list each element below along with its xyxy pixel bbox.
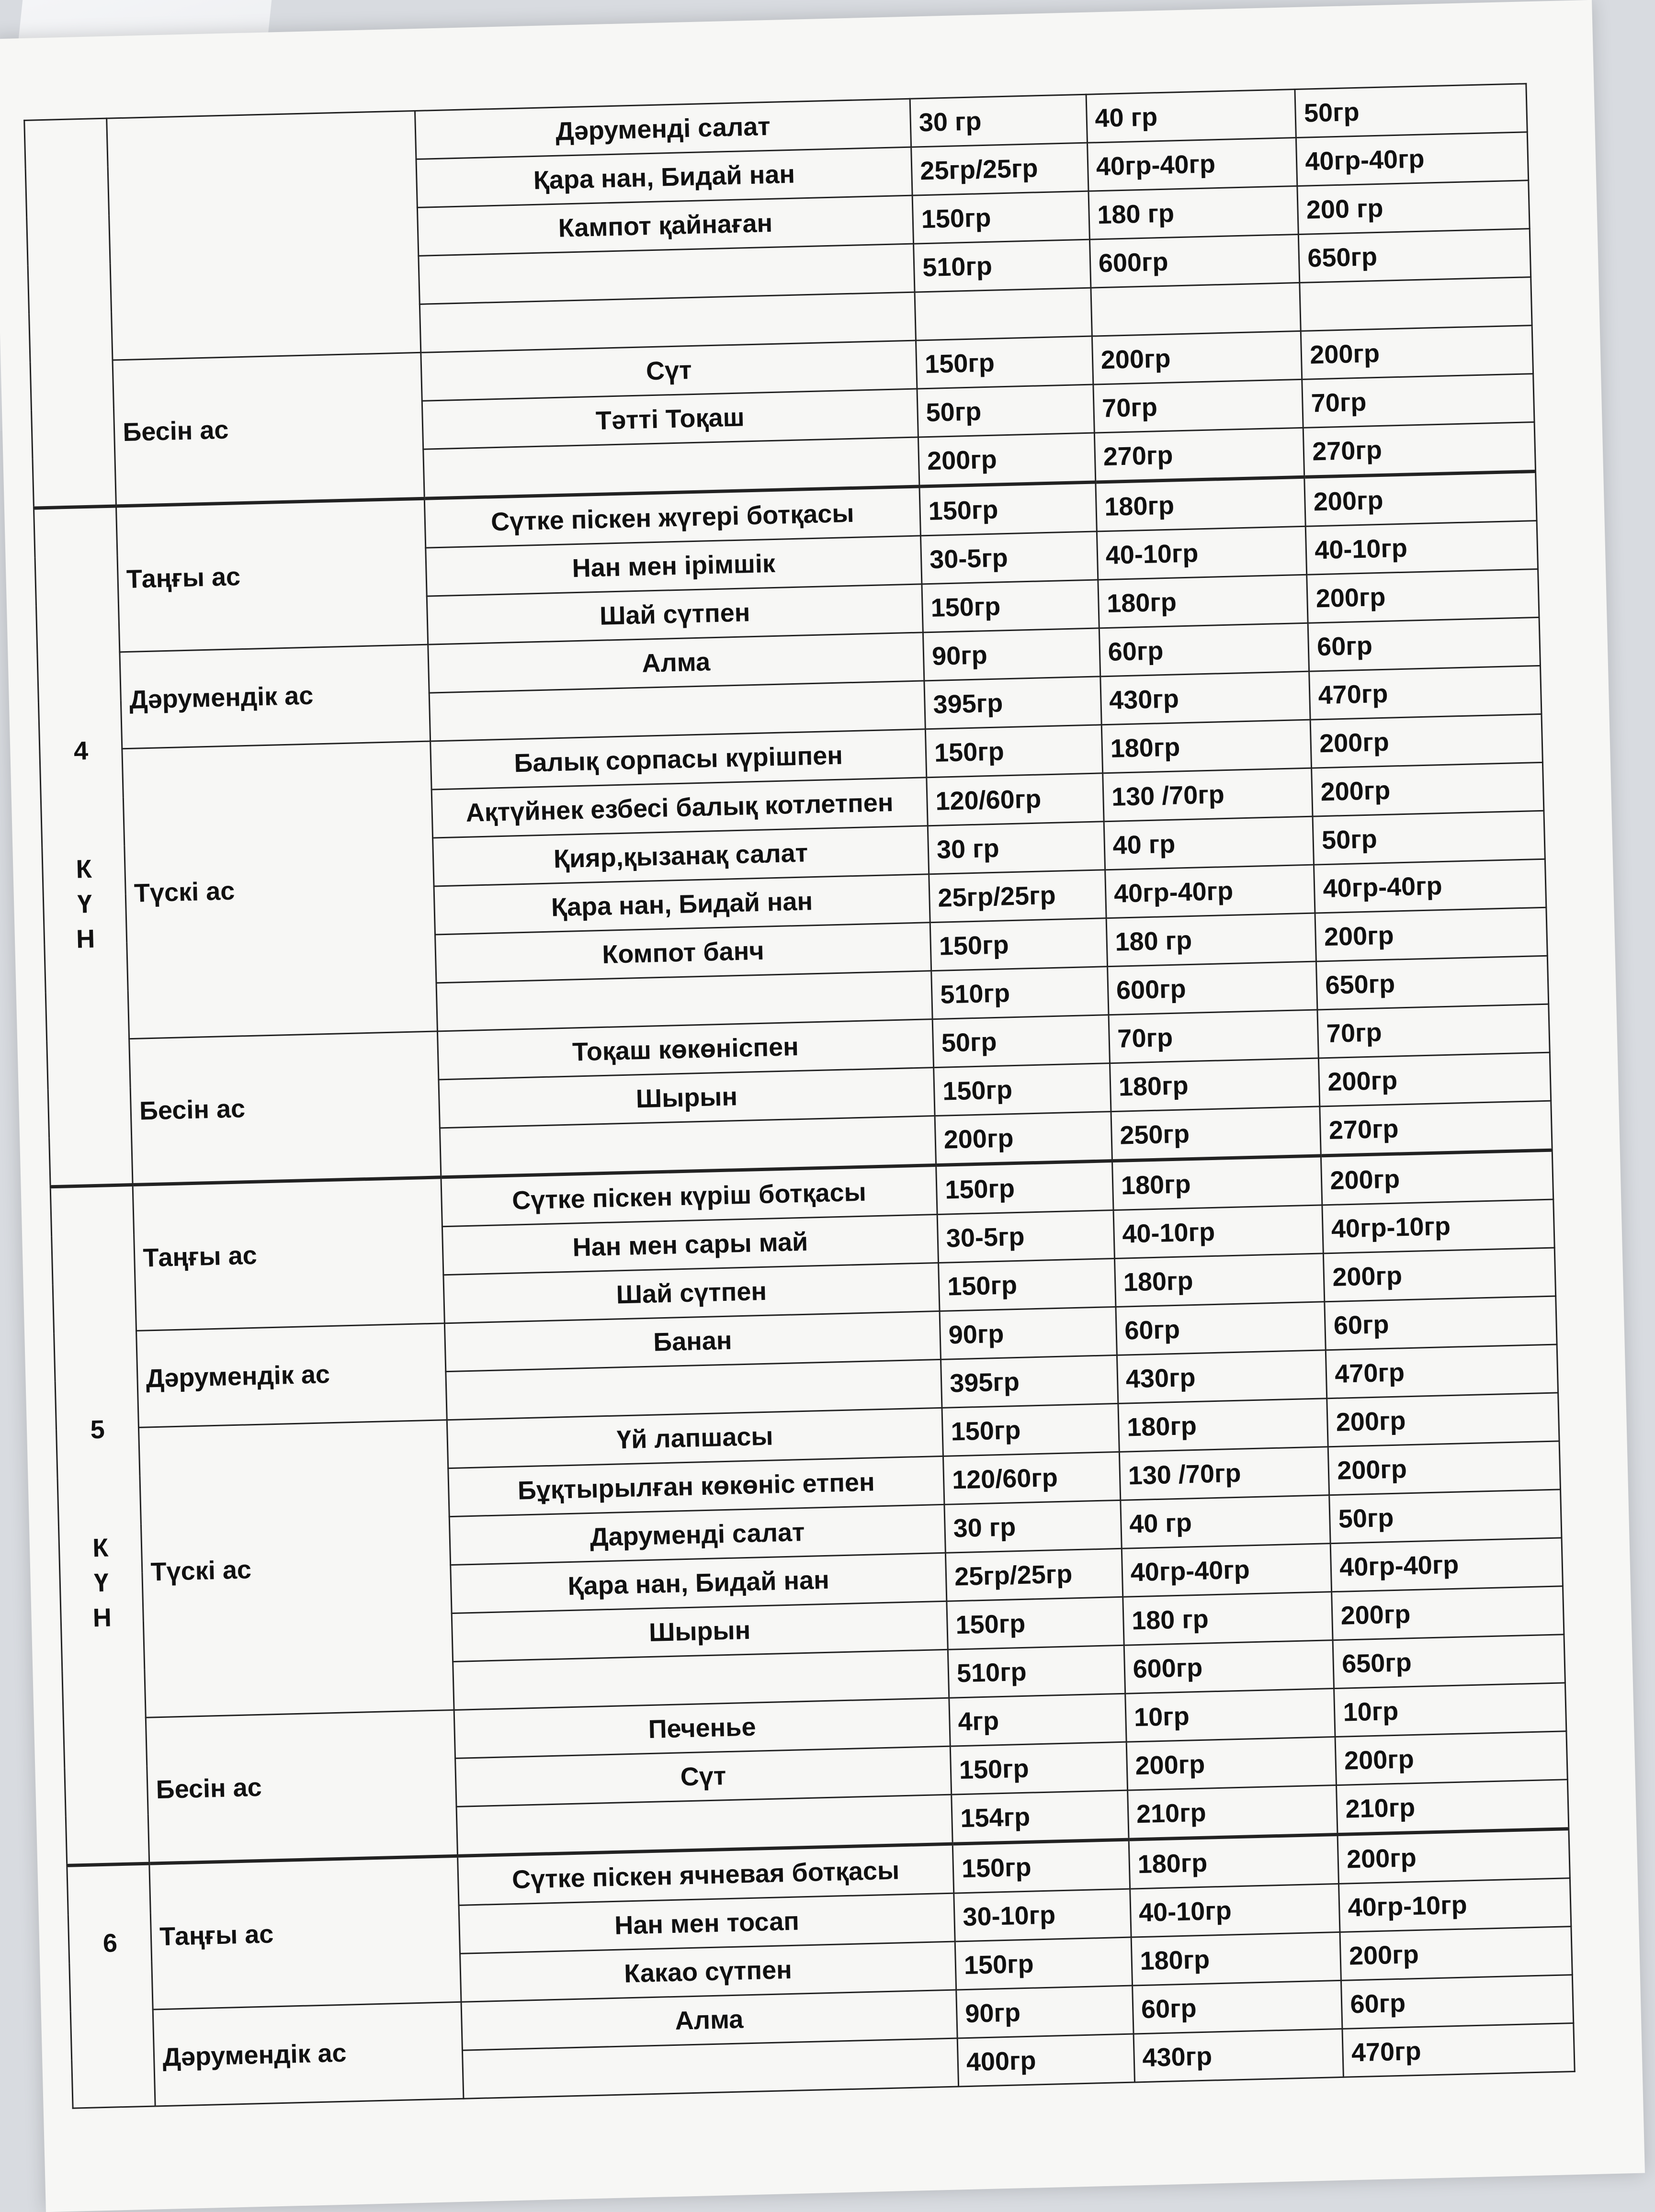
portion-age-group-2: 180 гр [1106,913,1316,967]
day-word-letter: К [75,855,92,884]
portion-age-group-3: 200гр [1340,1927,1572,1981]
meal-label: Дәрумендік ас [153,2002,464,2106]
dish-name: Печенье [454,1698,950,1758]
portion-age-group-3: 200 гр [1297,181,1530,235]
portion-age-group-3: 200гр [1332,1586,1564,1640]
portion-age-group-2: 70гр [1109,1010,1319,1063]
portion-age-group-3: 70гр [1302,374,1534,428]
meal-label: Дәрумендік ас [136,1323,447,1428]
portion-age-group-2: 200гр [1126,1737,1337,1791]
portion-age-group-2: 430гр [1134,2029,1344,2082]
dish-name: Қара нан, Бидай нан [416,147,912,207]
portion-age-group-1: 90гр [923,628,1100,681]
portion-age-group-3: 200гр [1315,907,1547,961]
portion-age-group-3: 50гр [1313,811,1545,865]
dish-name: Тәтті Тоқаш [422,389,918,449]
meal-label: Бесін ас [113,352,424,506]
portion-age-group-3: 650гр [1333,1635,1565,1689]
portion-age-group-3: 40гр-40гр [1331,1538,1563,1592]
portion-age-group-2: 60гр [1132,1980,1342,2034]
portion-age-group-3: 270гр [1320,1101,1552,1156]
meal-label: Таңғы ас [133,1177,444,1331]
portion-age-group-1: 395гр [941,1355,1118,1408]
portion-age-group-3: 40гр-10гр [1339,1878,1571,1932]
dish-name: Шырын [452,1601,948,1661]
dish-name: Сүтке піскен жүгері ботқасы [424,486,920,548]
portion-age-group-1: 30-10гр [954,1889,1131,1941]
portion-age-group-2: 180 гр [1088,186,1299,240]
portion-age-group-3: 470гр [1309,666,1542,720]
meal-label: Түскі ас [122,741,437,1039]
portion-age-group-2: 40 гр [1104,816,1314,870]
portion-age-group-3: 650гр [1316,956,1549,1010]
portion-age-group-2 [1091,282,1301,336]
portion-age-group-1: 150гр [912,191,1089,244]
portion-age-group-1: 30 гр [928,822,1105,874]
portion-age-group-2: 600гр [1124,1640,1334,1694]
portion-age-group-3: 210гр [1337,1780,1569,1835]
portion-age-group-2: 60гр [1099,623,1309,677]
dish-name: Шай сүтпен [443,1263,940,1323]
portion-age-group-1: 150гр [955,1937,1132,1990]
portion-age-group-3: 70гр [1317,1004,1550,1058]
portion-age-group-1: 150гр [952,1840,1130,1893]
portion-age-group-1: 510гр [948,1645,1125,1698]
portion-age-group-1: 150гр [950,1742,1127,1794]
portion-age-group-3: 50гр [1295,84,1527,138]
meal-label: Дәрумендік ас [120,644,430,749]
portion-age-group-1: 150гр [922,580,1099,632]
day-word-letter: Ү [93,1568,109,1598]
portion-age-group-2: 10гр [1125,1689,1335,1742]
dish-name: Қара нан, Бидай нан [451,1553,947,1613]
meal-label: Бесін ас [129,1031,441,1185]
portion-age-group-1: 395гр [924,677,1101,729]
dish-name: Алма [461,1990,957,2050]
day-number: 5 [90,1415,105,1445]
portion-age-group-1: 150гр [934,1063,1111,1116]
dish-name: Сүтке піскен күріш ботқасы [441,1165,937,1227]
portion-age-group-2: 600гр [1089,234,1300,288]
portion-age-group-3: 200гр [1307,569,1539,623]
dish-name: Банан [444,1311,941,1371]
portion-age-group-1: 25гр/25гр [945,1548,1122,1601]
dish-name: Бұқтырылған көкөніс етпен [448,1456,944,1516]
portion-age-group-3: 40гр-10гр [1322,1199,1554,1253]
portion-age-group-2: 200гр [1092,331,1302,384]
portion-age-group-1: 150гр [936,1161,1113,1215]
day-label-continued [24,118,116,508]
portion-age-group-1: 154гр [952,1790,1129,1844]
menu-table-body [24,84,1575,2108]
portion-age-group-3: 60гр [1325,1296,1557,1350]
portion-age-group-2: 180гр [1096,477,1306,531]
day-label [67,1863,156,2108]
portion-age-group-2: 180гр [1131,1932,1341,1986]
portion-age-group-1: 25гр/25гр [929,870,1106,923]
dish-name: Қара нан, Бидай нан [434,874,930,935]
portion-age-group-1 [915,288,1092,340]
portion-age-group-1: 510гр [914,239,1091,292]
portion-age-group-2: 130 /70гр [1119,1447,1329,1501]
portion-age-group-3: 200гр [1335,1731,1567,1785]
portion-age-group-2: 270гр [1094,428,1304,482]
portion-age-group-3: 270гр [1304,422,1536,477]
portion-age-group-1: 510гр [931,967,1109,1019]
portion-age-group-2: 180гр [1129,1834,1339,1889]
portion-age-group-3: 200гр [1304,472,1537,527]
portion-age-group-2: 430гр [1117,1350,1327,1404]
dish-name: Ақтүйнек езбесі балық котлетпен [431,778,928,838]
portion-age-group-1: 150гр [925,725,1102,778]
dish-name: Нан мен ірімшік [426,536,922,596]
day-label [34,506,133,1187]
portion-age-group-2: 180гр [1114,1253,1325,1307]
dish-name: Шырын [439,1068,935,1128]
portion-age-group-3: 50гр [1329,1490,1562,1544]
portion-age-group-3 [1300,277,1532,331]
portion-age-group-3: 200гр [1312,762,1544,816]
portion-age-group-3: 200гр [1324,1248,1556,1302]
portion-age-group-2: 180гр [1098,575,1308,628]
dish-name: Үй лапшасы [447,1408,943,1468]
day-label [50,1185,149,1866]
day-word-letter: Н [76,924,95,954]
portion-age-group-2: 40гр-40гр [1105,865,1315,918]
portion-age-group-3: 470гр [1342,2023,1575,2077]
portion-age-group-1: 150гр [939,1259,1116,1311]
dish-name: Сүт [455,1746,951,1806]
portion-age-group-2: 130 /70гр [1102,768,1313,822]
portion-age-group-3: 40гр-40гр [1314,859,1546,913]
dish-name: Какао сүтпен [460,1941,956,2002]
portion-age-group-3: 650гр [1299,229,1531,283]
portion-age-group-1: 150гр [942,1403,1119,1456]
portion-age-group-2: 60гр [1116,1302,1326,1355]
portion-age-group-1: 4гр [949,1693,1126,1746]
day-word-letter: Н [92,1603,112,1633]
portion-age-group-3: 200гр [1328,1441,1561,1495]
portion-age-group-2: 40гр-40гр [1087,138,1297,192]
dish-name: Сүт [421,340,917,401]
dish-name: Нан мен тосап [459,1893,955,1953]
portion-age-group-1: 200гр [918,433,1095,486]
portion-age-group-1: 30-5гр [937,1210,1114,1263]
portion-age-group-3: 200гр [1338,1829,1570,1884]
dish-name: Сүтке піскен ячневая ботқасы [457,1844,953,1905]
menu-table [23,83,1576,2109]
portion-age-group-1: 30-5гр [920,531,1098,584]
portion-age-group-1: 50гр [932,1015,1110,1068]
portion-age-group-2: 40-10гр [1097,526,1307,580]
portion-age-group-2: 210гр [1127,1785,1338,1840]
portion-age-group-1: 25гр/25гр [911,143,1088,195]
portion-age-group-2: 40-10гр [1113,1205,1324,1259]
portion-age-group-2: 40 гр [1086,90,1296,143]
meal-label: Таңғы ас [149,1856,461,2009]
portion-age-group-1: 150гр [947,1597,1124,1649]
portion-age-group-1: 200гр [935,1112,1112,1165]
portion-age-group-3: 200гр [1321,1150,1553,1205]
portion-age-group-2: 180гр [1118,1399,1328,1452]
portion-age-group-1: 400гр [957,2034,1134,2087]
day-word-letter: К [92,1533,109,1563]
day-word-letter: Ү [77,890,92,919]
dish-name: Балық сорпасы күрішпен [430,729,926,790]
meal-label: Бесін ас [146,1710,458,1863]
menu-table-wrapper [23,83,1577,2178]
day-number: 4 [73,736,89,766]
portion-age-group-3: 200гр [1301,326,1533,380]
portion-age-group-3: 40-10гр [1306,521,1538,575]
portion-age-group-1: 150гр [930,918,1107,971]
portion-age-group-2: 180 гр [1122,1592,1333,1646]
meal-label [107,111,421,360]
portion-age-group-3: 200гр [1327,1393,1559,1447]
portion-age-group-2: 600гр [1107,961,1317,1015]
portion-age-group-1: 30 гр [910,94,1087,147]
dish-name: Қияр,қызанақ салат [432,826,929,886]
portion-age-group-2: 70гр [1093,379,1304,433]
dish-name: Шай сүтпен [427,584,923,644]
dish-name: Даруменді салат [449,1504,945,1565]
dish-name: Дәруменді салат [415,99,911,159]
portion-age-group-1: 120/60гр [943,1452,1120,1504]
portion-age-group-3: 60гр [1308,617,1541,671]
portion-age-group-2: 180гр [1110,1058,1320,1112]
meal-label: Таңғы ас [116,498,428,652]
portion-age-group-1: 150гр [916,336,1093,389]
portion-age-group-3: 60гр [1341,1975,1574,2029]
dish-name: Алма [428,632,924,693]
portion-age-group-2: 180гр [1112,1156,1322,1210]
portion-age-group-2: 430гр [1100,671,1310,725]
day-number: 6 [102,1929,118,1958]
portion-age-group-3: 200гр [1310,714,1542,768]
portion-age-group-1: 90гр [956,1986,1134,2038]
portion-age-group-2: 180гр [1101,720,1312,773]
dish-name: Кампот қайнаған [417,195,913,256]
dish-name: Нан мен сары май [442,1215,938,1275]
portion-age-group-1: 120/60гр [927,773,1104,826]
portion-age-group-1: 30 гр [944,1500,1122,1553]
portion-age-group-2: 40 гр [1121,1495,1331,1549]
portion-age-group-2: 250гр [1111,1106,1321,1161]
meal-label: Түскі ас [139,1420,454,1718]
portion-age-group-2: 40-10гр [1130,1884,1340,1937]
portion-age-group-3: 10гр [1334,1683,1566,1737]
portion-age-group-1: 50гр [917,384,1094,437]
portion-age-group-3: 200гр [1319,1052,1551,1106]
portion-age-group-1: 150гр [919,482,1097,536]
dish-name: Тоқаш көкөніспен [437,1019,933,1080]
dish-name: Компот банч [435,923,931,983]
portion-age-group-1: 90гр [940,1307,1117,1359]
portion-age-group-2: 40гр-40гр [1122,1544,1332,1597]
portion-age-group-3: 40гр-40гр [1296,132,1529,186]
portion-age-group-3: 470гр [1326,1344,1558,1399]
